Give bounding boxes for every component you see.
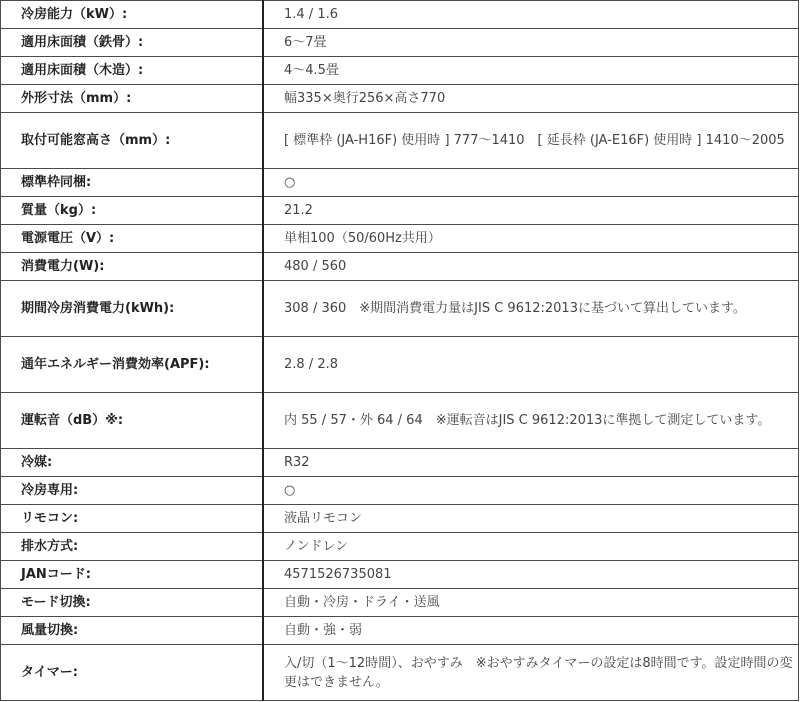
spec-row-remote (1, 505, 799, 533)
spec-value: 単相100（50/60Hz共用） (263, 225, 799, 253)
spec-value: 幅335×奥行256×高さ770 (263, 85, 799, 113)
spec-label: 冷房専用: (1, 477, 264, 505)
spec-value: ノンドレン (263, 533, 799, 561)
spec-row-power-voltage (1, 225, 799, 253)
spec-label: 電源電圧（V）: (1, 225, 264, 253)
spec-label: 取付可能窓高さ（mm）: (1, 113, 264, 169)
spec-row-dimensions (1, 85, 799, 113)
spec-row-standard-frame (1, 169, 799, 197)
spec-value: 液晶リモコン (263, 505, 799, 533)
spec-value: 1.4 / 1.6 (263, 1, 799, 29)
spec-row-power-consumption (1, 253, 799, 281)
spec-label: 冷房能力（kW）: (1, 1, 264, 29)
spec-row-mode (1, 589, 799, 617)
spec-row-jan-code (1, 561, 799, 589)
spec-label: タイマー: (1, 645, 264, 701)
spec-row-noise (1, 393, 799, 449)
spec-label: 風量切換: (1, 617, 264, 645)
spec-label: 適用床面積（木造）: (1, 57, 264, 85)
spec-label: 期間冷房消費電力(kWh): (1, 281, 264, 337)
spec-value: 480 / 560 (263, 253, 799, 281)
spec-value: 自動・強・弱 (263, 617, 799, 645)
spec-row-window-height (1, 113, 799, 169)
spec-row-cooling-only (1, 477, 799, 505)
spec-value: 内 55 / 57・外 64 / 64 ※運転音はJIS C 9612:2013に準拠して測定しています。 (263, 393, 799, 449)
spec-row-floor-area-wood (1, 57, 799, 85)
spec-row-fan-speed (1, 617, 799, 645)
spec-value: [ 標準枠 (JA-H16F) 使用時 ] 777～1410 [ 延長枠 (JA-E16F) 使用時 ] 1410～2005 (263, 113, 799, 169)
spec-row-refrigerant (1, 449, 799, 477)
spec-row-cooling-capacity (1, 1, 799, 29)
spec-label: 冷媒: (1, 449, 264, 477)
spec-label: 質量（kg）: (1, 197, 264, 225)
spec-row-weight (1, 197, 799, 225)
spec-row-floor-area-steel (1, 29, 799, 57)
spec-value: 4～4.5畳 (263, 57, 799, 85)
spec-value: 6～7畳 (263, 29, 799, 57)
spec-row-apf (1, 337, 799, 393)
spec-value: ○ (263, 169, 799, 197)
spec-value: 4571526735081 (263, 561, 799, 589)
spec-label: 適用床面積（鉄骨）: (1, 29, 264, 57)
spec-label: JANコード: (1, 561, 264, 589)
spec-row-period-consumption (1, 281, 799, 337)
spec-row-timer (1, 645, 799, 701)
spec-label: 外形寸法（mm）: (1, 85, 264, 113)
spec-value: ○ (263, 477, 799, 505)
spec-value: 308 / 360 ※期間消費電力量はJIS C 9612:2013に基づいて算出しています。 (263, 281, 799, 337)
spec-value: R32 (263, 449, 799, 477)
spec-value: 21.2 (263, 197, 799, 225)
spec-row-drainage (1, 533, 799, 561)
spec-label: 排水方式: (1, 533, 264, 561)
spec-label: 標準枠同梱: (1, 169, 264, 197)
spec-label: 消費電力(W): (1, 253, 264, 281)
spec-label: 運転音（dB）※: (1, 393, 264, 449)
spec-value: 2.8 / 2.8 (263, 337, 799, 393)
spec-label: 通年エネルギー消費効率(APF): (1, 337, 264, 393)
spec-label: モード切換: (1, 589, 264, 617)
spec-label: リモコン: (1, 505, 264, 533)
spec-value: 自動・冷房・ドライ・送風 (263, 589, 799, 617)
spec-value: 入/切（1～12時間）、おやすみ ※おやすみタイマーの設定は8時間です。設定時間の変更はできません。 (263, 645, 799, 701)
